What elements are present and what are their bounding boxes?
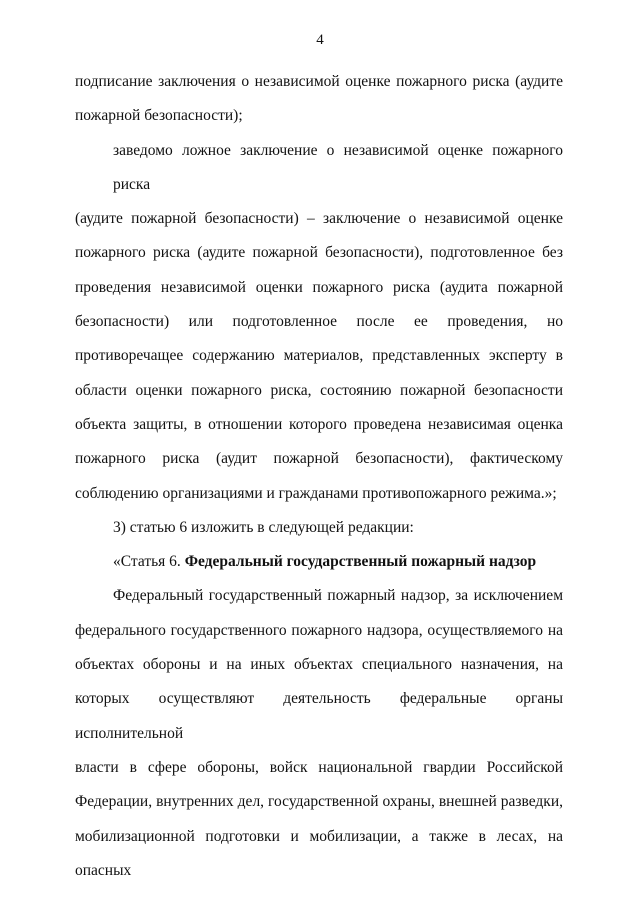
paragraph-amendment	[75, 511, 563, 545]
paragraph-article-body	[75, 579, 563, 888]
text-line: 3) статью 6 изложить в следующей редакции:	[113, 518, 414, 536]
text-line: области оценки пожарного риска, состоянию пожарной безопасности	[75, 381, 563, 399]
page-number: 4	[316, 32, 324, 48]
article-heading	[75, 545, 563, 579]
text-line: соблюдению организациями и гражданами противопожарного режима.»;	[75, 484, 557, 502]
paragraph-continuation	[75, 65, 563, 134]
text-line: мобилизационной подготовки и мобилизации, а также в лесах, на опасных	[75, 827, 563, 879]
text-line: объектах обороны и на иных объектах специального назначения, на	[75, 656, 563, 674]
text-line: которых осуществляют деятельность федеральные органы исполнительной	[75, 690, 563, 742]
paragraph-definition	[75, 134, 563, 511]
text-line: пожарной безопасности);	[75, 107, 243, 125]
text-line: Федерации, внутренних дел, государственной охраны, внешней разведки,	[75, 793, 563, 811]
text-line: (аудите пожарной безопасности) – заключение о независимой оценке	[75, 210, 563, 228]
text-line: противоречащее содержанию материалов, представленных эксперту в	[75, 347, 563, 365]
text-line: заведомо ложное заключение о независимой оценке пожарного риска	[113, 141, 563, 193]
text-line: пожарного риска (аудит пожарной безопасности), фактическому	[75, 450, 563, 468]
text-line: власти в сфере обороны, войск национальной гвардии Российской	[75, 758, 563, 776]
article-heading-prefix: «Статья 6.	[113, 553, 185, 571]
text-line: пожарного риска (аудите пожарной безопасности), подготовленное без	[75, 244, 563, 262]
text-line: федерального государственного пожарного надзора, осуществляемого на	[75, 621, 563, 639]
text-line: Федеральный государственный пожарный надзор, за исключением	[113, 587, 563, 605]
text-line: подписание заключения о независимой оценке пожарного риска (аудите	[75, 73, 563, 90]
text-line: безопасности) или подготовленное после ее проведения, но	[75, 313, 563, 331]
text-line: проведения независимой оценки пожарного риска (аудита пожарной	[75, 278, 563, 296]
document-body	[75, 65, 563, 888]
article-heading-title: Федеральный государственный пожарный надзор	[184, 553, 537, 571]
text-line: объекта защиты, в отношении которого проведена независимая оценка	[75, 415, 563, 433]
